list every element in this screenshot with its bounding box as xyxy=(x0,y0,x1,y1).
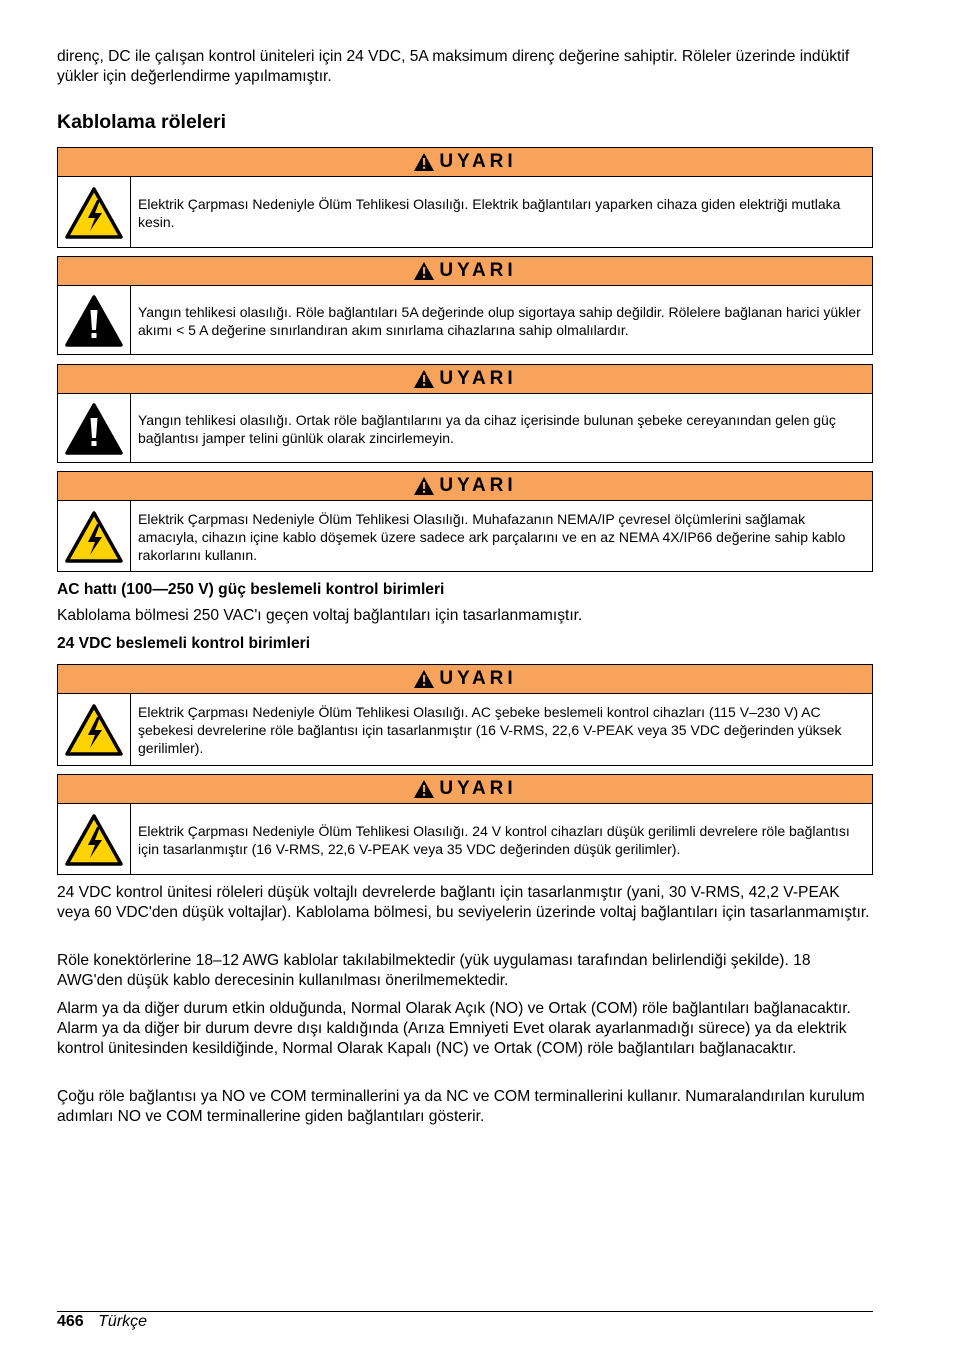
dc-heading: 24 VDC beslemeli kontrol birimleri xyxy=(57,635,311,652)
warning-text: Elektrik Çarpması Nedeniyle Ölüm Tehlikesi Olasılığı. 24 V kontrol cihazları düşük gerilimli devrelere röle bağlantısı için tasarlanmıştır (16 V-RMS, 22,6 V-PEAK veya 35 VDC değerinden düşük gerilimler). xyxy=(138,822,850,857)
ac-heading: AC hattı (100—250 V) güç beslemeli kontrol birimleri xyxy=(57,581,445,598)
warning-box xyxy=(57,147,873,248)
warning-header xyxy=(58,148,872,177)
warning-text: Elektrik Çarpması Nedeniyle Ölüm Tehlikesi Olasılığı. Muhafazanın NEMA/IP çevresel ölçümlerini sağlamak amacıyla, cihazın içine kablo döşemek üzere sadece ark parçalarını ve en az NEMA 4X/IP66 değerine sahip kablo rakorlarını kullanın. xyxy=(138,510,846,563)
intro-paragraph: direnç, DC ile çalışan kontrol üniteleri için 24 VDC, 5A maksimum direnç değerine sahiptir. Röleler üzerinde indüktif yükler için değerlendirme yapılmamıştır. xyxy=(57,48,850,85)
warning-text: Yangın tehlikesi olasılığı. Ortak röle bağlantılarını ya da cihaz içerisinde bulunan şebeke cereyanından gelen güç bağlantısı jamper telini günlük olarak zincirlemeyin. xyxy=(138,411,836,446)
electric-shock-icon xyxy=(58,501,131,572)
warning-header xyxy=(58,472,872,501)
warning-label: UYARI xyxy=(439,368,517,389)
warning-triangle-icon xyxy=(413,152,435,172)
warning-box xyxy=(57,364,873,463)
warning-box xyxy=(57,774,873,875)
exclamation-icon xyxy=(58,286,131,355)
warning-label: UYARI xyxy=(439,778,517,799)
warning-box xyxy=(57,256,873,355)
electric-shock-icon xyxy=(58,177,131,248)
warning-box xyxy=(57,664,873,766)
warning-box xyxy=(57,471,873,572)
paragraph: Çoğu röle bağlantısı ya NO ve COM terminallerini ya da NC ve COM terminallerini kullanır. Numaralandırılan kurulum adımları NO ve COM terminallerine giden bağlantıları gösterir. xyxy=(57,1088,865,1125)
footer-divider xyxy=(57,1311,873,1312)
ac-paragraph: Kablolama bölmesi 250 VAC'ı geçen voltaj bağlantıları için tasarlanmamıştır. xyxy=(57,607,583,624)
page-footer xyxy=(57,1312,147,1332)
warning-text: Elektrik Çarpması Nedeniyle Ölüm Tehlikesi Olasılığı. AC şebeke beslemeli kontrol cihazları (115 V–230 V) AC şebekesi devrelerine röle bağlantısı için tasarlanmıştır (16 V-RMS, 22,6 V-PEAK veya 35 VDC değerinden yüksek gerilimler). xyxy=(138,704,842,756)
warning-header xyxy=(58,365,872,394)
electric-shock-icon xyxy=(58,804,131,875)
warning-text: Elektrik Çarpması Nedeniyle Ölüm Tehlikesi Olasılığı. Elektrik bağlantıları yaparken cihaza giden elektriği mutlaka kesin. xyxy=(138,195,841,230)
section-title: Kablolama röleleri xyxy=(57,111,227,133)
paragraph: 24 VDC kontrol ünitesi röleleri düşük voltajlı devrelerde bağlantı için tasarlanmıştır (yani, 30 V-RMS, 42,2 V-PEAK veya 60 VDC'den düşük voltajlar). Kablolama bölmesi, bu seviyelerin üzerinde voltaj bağlantıları için tasarlanmamıştır. xyxy=(57,884,870,921)
warning-label: UYARI xyxy=(439,260,517,281)
warning-text: Yangın tehlikesi olasılığı. Röle bağlantıları 5A değerinde olup sigortaya sahip değildir. Rölelere bağlanan harici yükler akımı < 5 A değerine sınırlandıran akım sınırlama cihazlarına sahip olmalılardır. xyxy=(138,303,861,338)
warning-header xyxy=(58,775,872,804)
warning-label: UYARI xyxy=(439,475,517,496)
paragraph: Alarm ya da diğer durum etkin olduğunda, Normal Olarak Açık (NO) ve Ortak (COM) röle bağlantıları bağlanacaktır. Alarm ya da diğer bir durum devre dışı kaldığında (Arıza Emniyeti Evet olarak ayarlanmadığı sürece) ya da elektrik kontrol ünitesinden kesildiğinde, Normal Olarak Kapalı (NC) ve Ortak (COM) röle bağlantıları bağlanacaktır. xyxy=(57,1000,851,1057)
warning-triangle-icon xyxy=(413,476,435,496)
warning-label: UYARI xyxy=(439,668,517,689)
page-number: 466 xyxy=(57,1313,84,1330)
warning-header xyxy=(58,257,872,286)
warning-triangle-icon xyxy=(413,669,435,689)
warning-triangle-icon xyxy=(413,779,435,799)
paragraph: Röle konektörlerine 18–12 AWG kablolar takılabilmektedir (yük uygulaması tarafından belirlendiği şekilde). 18 AWG'den düşük kablo derecesinin kullanılması önerilmemektedir. xyxy=(57,952,811,989)
exclamation-icon xyxy=(58,394,131,463)
warning-triangle-icon xyxy=(413,369,435,389)
electric-shock-icon xyxy=(58,694,131,766)
warning-triangle-icon xyxy=(413,261,435,281)
warning-label: UYARI xyxy=(439,151,517,172)
warning-header xyxy=(58,665,872,694)
footer-language: Türkçe xyxy=(98,1313,148,1330)
